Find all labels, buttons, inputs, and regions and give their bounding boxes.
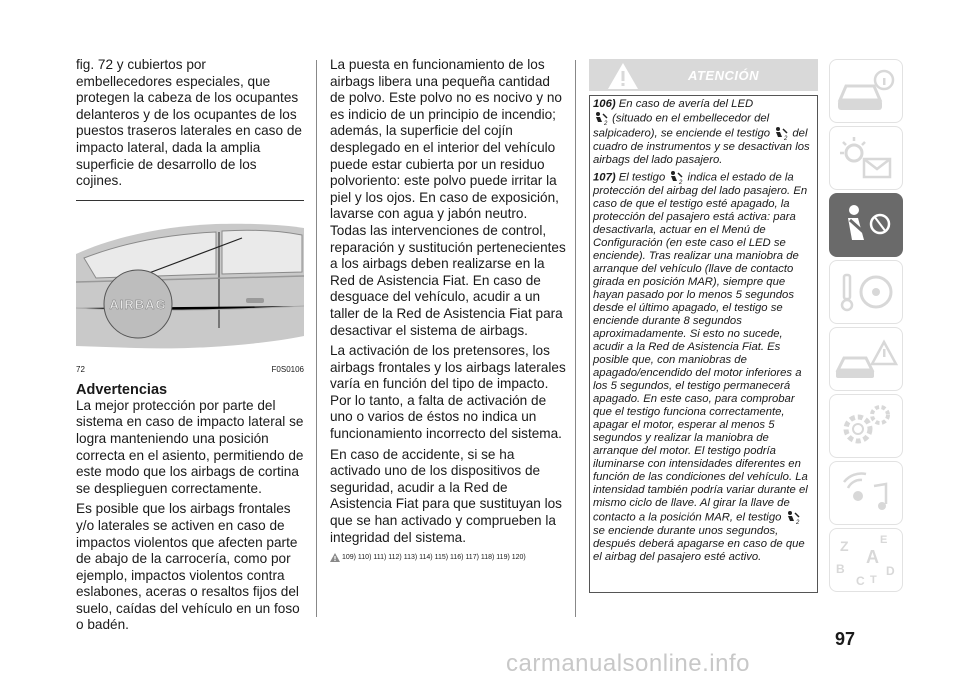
car-info-icon: [830, 60, 902, 122]
note-106-text-a: En caso de avería del LED: [618, 98, 754, 110]
column-divider-2: [575, 60, 576, 617]
airbag-off-icon: [773, 126, 789, 141]
chapter-tabs: [829, 59, 901, 595]
note-106: [593, 98, 814, 167]
multimedia-icon: [830, 462, 902, 524]
note-number-106: 106): [593, 98, 616, 110]
index-letter-b: B: [836, 562, 845, 576]
figure-72: [76, 200, 304, 374]
airbag-off-icon: [668, 170, 684, 185]
section-heading: Advertencias: [76, 381, 168, 398]
index-letter-a: A: [866, 547, 879, 567]
index-letter-c: C: [856, 574, 865, 588]
seat-airbag-icon: [830, 194, 902, 256]
index-letters-icon: [830, 529, 902, 591]
tab-gear-cog[interactable]: [829, 394, 903, 458]
paragraph-intro: fig. 72 y cubiertos por embellecedores especiales, que protegen la cabeza de los ocupantes delanteros y de los ocupantes de los puestos traseros laterales en caso de impacto lateral, dada la amplia superficie de desarrollo de los cojines.: [76, 57, 302, 189]
attention-text: [593, 98, 814, 567]
tab-index[interactable]: [829, 528, 903, 592]
gear-cog-icon: [830, 395, 902, 457]
index-letter-z: Z: [840, 538, 849, 554]
paragraph-advertencias-1: La mejor protección por parte del sistema en caso de impacto lateral se logra manteniendo una posición correcta en el asiento, permitiendo de este modo que los airbags de cortina se desplieguen correctamente.: [76, 397, 304, 496]
airbag-off-icon: [785, 510, 801, 525]
index-letter-e: E: [880, 534, 888, 546]
tab-multimedia[interactable]: [829, 461, 903, 525]
figure-top-rule: [76, 200, 304, 201]
column-1: [76, 57, 304, 638]
paragraph-polvo: La puesta en funcionamiento de los airbags libera una pequeña cantidad de polvo. Este polvo no es nocivo y no es indicio de un principio de incendio; además, la superficie del cojín desplegado en el interior del vehículo puede estar cubierta por un residuo polvoriento: este polvo puede irritar la piel y los ojos. En caso de exposición, lavarse con agua y jabón neutro. Todas las intervenciones de control, reparación y sustitución pertenecientes a los airbags deben realizarse en la Red de Asistencia Fiat. En caso de desguace del vehículo, acudir a un taller de la Red de Asistencia Fiat para desactivar el sistema de airbags.: [330, 57, 566, 338]
tab-car-info[interactable]: [829, 59, 903, 123]
paragraph-advertencias-2: Es posible que los airbags frontales y/o laterales se activen en caso de impactos violentos que afecten parte de abajo de la carrocería, como por ejemplo, impactos violentos contra eslabones, aceras o resaltos fijos del suelo, caídas del vehículo en un foso o badén.: [76, 501, 300, 633]
lights-mail-icon: [830, 127, 902, 189]
watermark: carmanualsonline.info: [506, 650, 750, 677]
tab-warning-car[interactable]: [829, 327, 903, 391]
note-107-text-a: El testigo: [618, 171, 666, 184]
attention-title: ATENCIÓN: [688, 68, 759, 83]
note-107-text-c: se enciende durante unos segundos, después deberá apagarse en caso de que el airbag del pasajero esté activo.: [593, 525, 805, 563]
note-107-text-b: indica el estado de la protección del airbag del lado pasajero. En caso de que el testigo esté apagado, la protección del pasajero está activa: para desactivarla, actuar en el Menú de Configuración (en este caso el LED se enciende). Tras realizar una maniobra de arranque del vehículo (llave de contacto girada en posición MAR), siempre que hayan pasado por lo menos 5 segundos desde el último apagado, el testigo se enciende durante 8 segundos aproximadamente. Si esto no sucede, acudir a la Red de Asistencia Fiat. Es posible que, con maniobras de apagado/encendido del motor inferiores a los 5 segundos, el testigo permanecerá apagado. En este caso, para comprobar que el testigo funciona correctamente, apagar el motor, esperar al menos 5 segundos y realizar la maniobra de arranque del motor. El testigo podría iluminarse con intensidades diferentes en función de las condiciones del vehículo. La intensidad también podría variar durante el mismo ciclo de llave. Al girar la llave de contacto a la posición MAR, el testigo: [593, 171, 808, 524]
key-steering-icon: [830, 261, 902, 323]
paragraph-accidente: En caso de accidente, si se ha activado uno de los dispositivos de seguridad, acudir a la Red de Asistencia Fiat para que sustituyan los que se han activado y comprueben la integridad del sistema.: [330, 446, 562, 545]
car-side-airbag-figure: [76, 216, 304, 358]
references: [330, 552, 566, 564]
figure-caption: [76, 365, 304, 374]
column-divider-1: [316, 60, 317, 617]
warning-triangle-icon: [330, 553, 340, 562]
tab-seat-airbag[interactable]: [829, 193, 903, 257]
tab-key-steering[interactable]: [829, 260, 903, 324]
figure-code: F0S0106: [271, 364, 304, 374]
svg-text:2: 2: [784, 136, 788, 141]
note-106-text-c: del cuadro de instrumentos y se desactivan los airbags del lado pasajero.: [593, 127, 810, 166]
attention-header: [589, 59, 818, 91]
svg-text:2: 2: [679, 180, 683, 185]
svg-text:2: 2: [795, 520, 799, 525]
note-107: [593, 170, 814, 564]
airbag-label: AIRBAG: [109, 296, 167, 312]
warning-car-icon: [830, 328, 902, 390]
reference-list: 109) 110) 111) 112) 113) 114) 115) 116) 117) 118) 119) 120): [341, 554, 526, 562]
paragraph-activacion: La activación de los pretensores, los airbags frontales y los airbags laterales varía en función del tipo de impacto. Por lo tanto, a falta de activación de uno o varios de éstos no indica un funcionamiento incorrecto del sistema.: [330, 343, 566, 442]
note-106-text-b: (situado en el embellecedor del salpicadero), se enciende el testigo: [593, 112, 771, 140]
note-number-107: 107): [593, 171, 616, 184]
column-2: [330, 57, 566, 564]
page-number: 97: [835, 629, 856, 649]
svg-text:2: 2: [604, 121, 608, 126]
index-letter-t: T: [870, 574, 877, 586]
index-letter-d: D: [886, 564, 895, 578]
figure-number: 72: [76, 364, 85, 374]
tab-lights-mail[interactable]: [829, 126, 903, 190]
airbag-off-icon: [593, 111, 609, 126]
